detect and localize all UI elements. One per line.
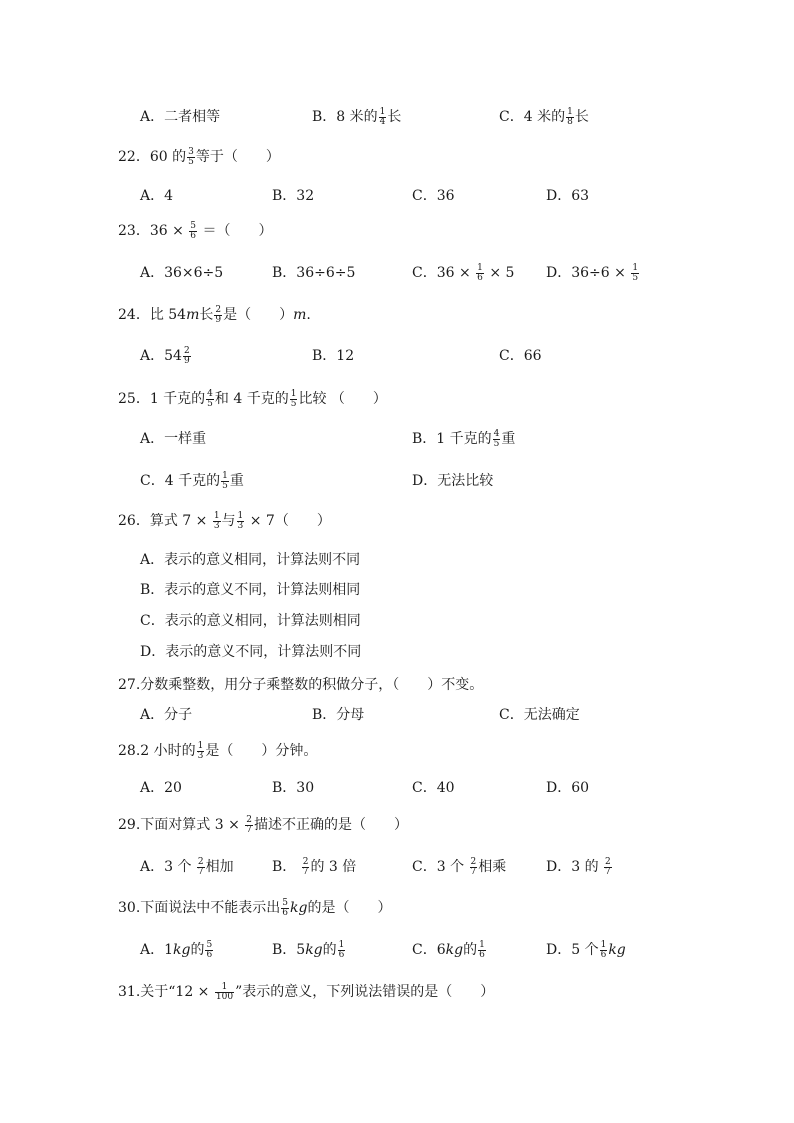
q25-option-d: D．无法比较 <box>412 473 494 489</box>
numerator: 1 <box>222 470 228 481</box>
denominator: 100 <box>215 991 234 1002</box>
q21-option-c: C．4 米的 $\frac{1}{8}$ 长 <box>499 106 589 127</box>
numerator: 1 <box>477 262 483 273</box>
q22-option-a: A．4 <box>140 188 174 204</box>
q25-option-c: C．4 千克的 $\frac{1}{5}$ 重 <box>140 470 244 491</box>
numerator: 1 <box>237 510 244 521</box>
q28-option-a: A．20 <box>140 780 182 796</box>
q23-option-d: D．36÷6 × $\frac{1}{5}$ <box>546 262 639 283</box>
q27-stem: 27.分数乘整数，用分子乘整数的积做分子，（ ）不变。 <box>118 677 484 693</box>
denominator: 6 <box>477 272 483 283</box>
q24-option-b: B．12 <box>312 348 355 364</box>
q27-option-b: B．分母 <box>312 707 365 723</box>
numerator: 5 <box>282 897 288 908</box>
fraction <box>237 512 245 531</box>
denominator: 7 <box>246 824 252 835</box>
denominator: 6 <box>479 949 485 960</box>
q29-stem: 29.下面对算式 3 × $\frac{2}{7}$ 描述不正确的是（ ） <box>118 814 408 835</box>
q26-option-a: A．表示的意义相同，计算法则不同 <box>140 552 361 568</box>
q30-stem: 30.下面说法中不能表示出 $\frac{5}{6}$ kg的是（ ） <box>118 897 392 918</box>
denominator: 5 <box>207 398 213 409</box>
numerator: 1 <box>290 388 297 399</box>
fraction <box>213 512 221 531</box>
numerator: 4 <box>493 428 500 439</box>
numerator: 1 <box>567 106 573 117</box>
numerator: 1 <box>379 106 386 117</box>
q30-option-d: D．5 个 $\frac{1}{6}$ kg <box>546 939 626 960</box>
q28-option-d: D．60 <box>546 780 590 796</box>
fraction <box>189 222 197 241</box>
q25-option-b: B．1 千克的 $\frac{4}{5}$ 重 <box>412 428 516 449</box>
denominator: 4 <box>379 116 386 127</box>
q23-stem: 23．36 × $\frac{5}{6}$ ＝（ ） <box>118 220 273 241</box>
numerator: 4 <box>207 388 213 399</box>
q24-stem: 24．比 54m长 $\frac{2}{9}$ 是（ ）m. <box>118 304 311 325</box>
q22-option-d: D．63 <box>546 188 590 204</box>
denominator: 8 <box>567 116 573 127</box>
fraction <box>183 347 191 366</box>
denominator: 6 <box>338 949 345 960</box>
q23-option-b: B．36÷6÷5 <box>272 265 356 281</box>
numerator: 1 <box>338 939 345 950</box>
fraction <box>600 941 608 960</box>
q31-stem: 31.关于“12 × $\frac{1}{100}$ ”表示的意义，下列说法错误的是（ ） <box>118 981 495 1002</box>
fraction <box>197 858 205 877</box>
denominator: 5 <box>290 398 297 409</box>
q21-option-b: B．8 米的 $\frac{1}{4}$ 长 <box>312 106 402 127</box>
q27-option-a: A．分子 <box>140 707 193 723</box>
q28-option-c: C．40 <box>412 780 455 796</box>
q27-option-c: C．无法确定 <box>499 707 580 723</box>
fraction <box>631 264 639 283</box>
fraction <box>604 858 612 877</box>
denominator: 5 <box>222 480 228 491</box>
fraction <box>197 742 205 761</box>
q26-option-c: C．表示的意义相同，计算法则相同 <box>140 613 361 629</box>
numerator: 1 <box>197 740 204 751</box>
numerator: 1 <box>632 262 639 273</box>
fraction <box>476 264 484 283</box>
q22-option-c: C．36 <box>412 188 455 204</box>
numerator: 1 <box>215 983 234 993</box>
q29-option-c: C．3 个 $\frac{2}{7}$ 相乘 <box>412 856 507 877</box>
denominator: 3 <box>213 520 220 531</box>
fraction <box>338 941 346 960</box>
q24-option-c: C．66 <box>499 348 542 364</box>
fraction <box>221 472 229 491</box>
fraction <box>206 390 214 409</box>
numerator: 1 <box>213 510 220 521</box>
fraction <box>215 983 234 1002</box>
denominator: 7 <box>302 866 309 877</box>
denominator: 6 <box>282 907 288 918</box>
numerator: 2 <box>302 856 309 867</box>
fraction <box>214 306 222 325</box>
q25-option-a: A．一样重 <box>140 431 207 447</box>
q26-option-b: B．表示的意义不同，计算法则相同 <box>140 582 361 598</box>
numerator: 2 <box>215 304 222 315</box>
denominator: 6 <box>600 949 607 960</box>
fraction <box>478 941 486 960</box>
q30-option-b: B．5kg的 $\frac{1}{6}$ <box>272 939 345 960</box>
q30-option-c: C．6kg的 $\frac{1}{6}$ <box>412 939 485 960</box>
denominator: 5 <box>632 272 639 283</box>
q23-option-a: A．36×6÷5 <box>140 265 224 281</box>
denominator: 6 <box>206 949 213 960</box>
q21-option-a: A．二者相等 <box>140 109 221 125</box>
fraction <box>187 148 195 167</box>
q23-option-c: C．36 × $\frac{1}{6}$ × 5 <box>412 262 515 283</box>
denominator: 9 <box>183 355 190 366</box>
q24-option-a: A．54 $\frac{2}{9}$ <box>140 345 190 366</box>
q28-stem: 28.2 小时的 $\frac{1}{3}$ 是（ ）分钟。 <box>118 740 318 761</box>
numerator: 2 <box>183 345 190 356</box>
fraction <box>379 108 387 127</box>
q29-option-a: A．3 个 $\frac{2}{7}$ 相加 <box>140 856 234 877</box>
numerator: 3 <box>188 146 194 157</box>
q29-option-d: D．3 的 $\frac{2}{7}$ <box>546 856 611 877</box>
q26-option-d: D．表示的意义不同，计算法则不同 <box>140 644 362 660</box>
fraction <box>302 858 310 877</box>
denominator: 7 <box>470 866 477 877</box>
fraction <box>205 941 213 960</box>
numerator: 2 <box>197 856 204 867</box>
fraction <box>566 108 574 127</box>
numerator: 5 <box>206 939 213 950</box>
numerator: 2 <box>246 814 252 825</box>
numerator: 2 <box>470 856 477 867</box>
denominator: 6 <box>190 230 196 241</box>
q22-option-b: B．32 <box>272 188 315 204</box>
numerator: 1 <box>479 939 485 950</box>
denominator: 5 <box>493 438 500 449</box>
q25-stem: 25．1 千克的 $\frac{4}{5}$ 和 4 千克的 $\frac{1}{5}$ 比较 （ ） <box>118 388 387 409</box>
denominator: 3 <box>237 520 244 531</box>
q29-option-b: B． $\frac{2}{7}$ 的 3 倍 <box>272 856 357 877</box>
denominator: 3 <box>197 750 204 761</box>
q22-stem: 22．60 的 $\frac{3}{5}$ 等于（ ） <box>118 146 280 167</box>
fraction <box>470 858 478 877</box>
denominator: 9 <box>215 314 222 325</box>
numerator: 2 <box>605 856 611 867</box>
q26-stem: 26．算式 7 × $\frac{1}{3}$ 与 $\frac{1}{3}$ × 7（ ） <box>118 510 331 531</box>
numerator: 5 <box>190 220 196 231</box>
denominator: 5 <box>188 156 194 167</box>
fraction <box>245 816 253 835</box>
fraction <box>493 430 501 449</box>
q30-option-a: A．1kg的 $\frac{5}{6}$ <box>140 939 213 960</box>
denominator: 7 <box>197 866 204 877</box>
numerator: 1 <box>600 939 607 950</box>
fraction <box>281 899 289 918</box>
denominator: 7 <box>605 866 611 877</box>
q28-option-b: B．30 <box>272 780 315 796</box>
fraction <box>290 390 298 409</box>
